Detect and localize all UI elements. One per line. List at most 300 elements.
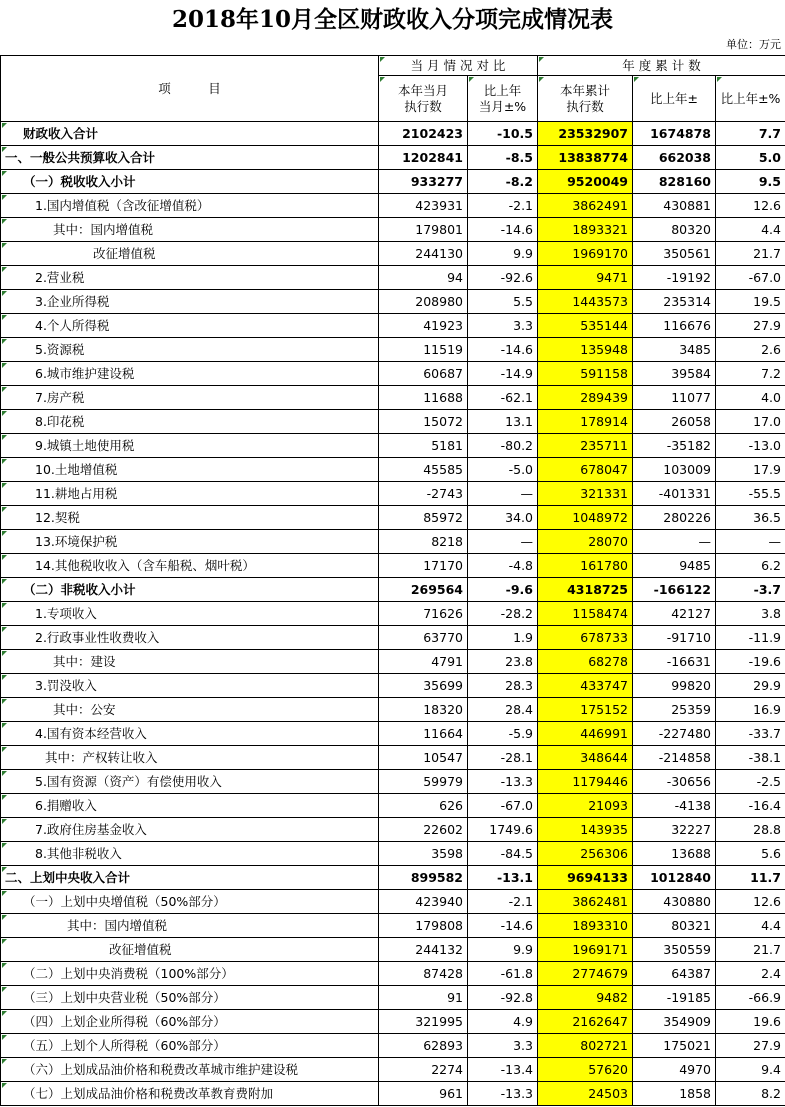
table-header [1, 56, 785, 122]
table-row [1, 554, 785, 578]
year-diff-cell: 39584 [633, 362, 716, 386]
month-exec-cell: 11688 [379, 386, 468, 410]
year-exec-cell: 135948 [538, 338, 633, 362]
row-label-cell [1, 530, 379, 554]
month-yoy-cell: -13.1 [468, 866, 538, 890]
cell-marker [2, 963, 7, 968]
year-pct-cell: -38.1 [716, 746, 785, 770]
row-label: 6.城市维护建设税 [35, 366, 135, 381]
header-year-diff-label: 比上年± [650, 90, 698, 106]
row-label: 7.房产税 [35, 390, 85, 405]
header-group-year-label: 年 度 累 计 数 [622, 57, 701, 73]
year-exec-cell: 678733 [538, 626, 633, 650]
row-label-cell [1, 410, 379, 434]
cell-marker [2, 1011, 7, 1016]
month-yoy-cell: -8.5 [468, 146, 538, 170]
cell-marker [2, 195, 7, 200]
month-exec-cell: 5181 [379, 434, 468, 458]
year-pct-cell: 2.4 [716, 962, 785, 986]
year-pct-cell: 11.7 [716, 866, 785, 890]
cell-marker [2, 291, 7, 296]
month-exec-cell: 3598 [379, 842, 468, 866]
cell-marker [2, 1083, 7, 1088]
month-exec-cell: 961 [379, 1082, 468, 1106]
row-label-cell [1, 746, 379, 770]
year-exec-cell: 535144 [538, 314, 633, 338]
year-exec-cell: 9520049 [538, 170, 633, 194]
header-item: 项 目 [1, 56, 379, 122]
year-pct-cell: 27.9 [716, 314, 785, 338]
year-pct-cell: 16.9 [716, 698, 785, 722]
month-yoy-cell: -80.2 [468, 434, 538, 458]
row-label-cell [1, 338, 379, 362]
year-pct-cell: 17.9 [716, 458, 785, 482]
table-row [1, 362, 785, 386]
table-row [1, 698, 785, 722]
year-diff-cell: 80321 [633, 914, 716, 938]
row-label-cell [1, 482, 379, 506]
cell-marker [380, 57, 385, 62]
table-body [1, 122, 785, 1106]
table-row [1, 194, 785, 218]
table-row [1, 242, 785, 266]
table-row [1, 338, 785, 362]
unit-label: 单位：万元 [726, 38, 781, 51]
month-exec-cell: 62893 [379, 1034, 468, 1058]
table-row [1, 842, 785, 866]
month-yoy-cell: -14.6 [468, 338, 538, 362]
year-pct-cell: — [716, 530, 785, 554]
row-label-cell [1, 146, 379, 170]
row-label-cell [1, 242, 379, 266]
row-label: 财政收入合计 [23, 126, 99, 141]
year-pct-cell: 19.5 [716, 290, 785, 314]
cell-marker [2, 555, 7, 560]
year-diff-cell: -16631 [633, 650, 716, 674]
cell-marker [469, 77, 474, 82]
year-diff-cell: 175021 [633, 1034, 716, 1058]
row-label-cell [1, 698, 379, 722]
cell-marker [2, 939, 7, 944]
year-diff-cell: 116676 [633, 314, 716, 338]
year-pct-cell: -2.5 [716, 770, 785, 794]
header-group-month-label: 当 月 情 况 对 比 [410, 57, 506, 73]
table-row [1, 266, 785, 290]
row-label: 6.捐赠收入 [35, 798, 97, 813]
year-pct-cell: 19.6 [716, 1010, 785, 1034]
year-exec-cell: 1969170 [538, 242, 633, 266]
year-pct-cell: 2.6 [716, 338, 785, 362]
month-exec-cell: 8218 [379, 530, 468, 554]
row-label: 5.资源税 [35, 342, 85, 357]
month-exec-cell: 41923 [379, 314, 468, 338]
month-yoy-cell: 3.3 [468, 314, 538, 338]
month-yoy-cell: 1749.6 [468, 818, 538, 842]
row-label-cell [1, 818, 379, 842]
row-label-cell [1, 122, 379, 146]
month-yoy-cell: -92.6 [468, 266, 538, 290]
row-label: 10.土地增值税 [35, 462, 118, 477]
month-exec-cell: 22602 [379, 818, 468, 842]
year-exec-cell: 348644 [538, 746, 633, 770]
cell-marker [2, 171, 7, 176]
month-yoy-cell: 28.4 [468, 698, 538, 722]
year-diff-cell: 9485 [633, 554, 716, 578]
year-exec-cell: 1158474 [538, 602, 633, 626]
header-year-pct-label: 比上年±% [720, 90, 781, 106]
year-diff-cell: 80320 [633, 218, 716, 242]
table-row [1, 866, 785, 890]
table-row [1, 746, 785, 770]
year-diff-cell: 350559 [633, 938, 716, 962]
month-exec-cell: 4791 [379, 650, 468, 674]
month-yoy-cell: 28.3 [468, 674, 538, 698]
row-label-cell [1, 674, 379, 698]
year-exec-cell: 1048972 [538, 506, 633, 530]
row-label: 9.城镇土地使用税 [35, 438, 135, 453]
year-exec-cell: 68278 [538, 650, 633, 674]
year-exec-cell: 678047 [538, 458, 633, 482]
cell-marker [2, 531, 7, 536]
year-pct-cell: 21.7 [716, 938, 785, 962]
header-year-exec-line1: 本年累计 [559, 82, 610, 98]
year-pct-cell: 9.4 [716, 1058, 785, 1082]
row-label-cell [1, 362, 379, 386]
cell-marker [2, 1035, 7, 1040]
year-exec-cell: 21093 [538, 794, 633, 818]
month-yoy-cell: 9.9 [468, 242, 538, 266]
row-label: 一、一般公共预算收入合计 [5, 150, 156, 165]
month-exec-cell: 423940 [379, 890, 468, 914]
row-label-cell [1, 866, 379, 890]
row-label: 其中：产权转让收入 [45, 750, 158, 765]
month-exec-cell: 208980 [379, 290, 468, 314]
month-yoy-cell: -10.5 [468, 122, 538, 146]
header-group-year [538, 56, 785, 76]
year-pct-cell: 17.0 [716, 410, 785, 434]
year-diff-cell: 11077 [633, 386, 716, 410]
month-yoy-cell: -28.1 [468, 746, 538, 770]
row-label-cell [1, 1034, 379, 1058]
cell-marker [2, 723, 7, 728]
table-row [1, 722, 785, 746]
row-label-cell [1, 458, 379, 482]
cell-marker [2, 627, 7, 632]
year-diff-cell: -401331 [633, 482, 716, 506]
row-label: （一）税收收入小计 [23, 174, 136, 189]
month-exec-cell: 179808 [379, 914, 468, 938]
row-label-cell [1, 602, 379, 626]
cell-marker [2, 603, 7, 608]
row-label-cell [1, 794, 379, 818]
year-diff-cell: 4970 [633, 1058, 716, 1082]
year-exec-cell: 3862491 [538, 194, 633, 218]
table-row [1, 1010, 785, 1034]
year-diff-cell: 103009 [633, 458, 716, 482]
row-label-cell [1, 986, 379, 1010]
table-row [1, 818, 785, 842]
month-yoy-cell: 5.5 [468, 290, 538, 314]
row-label: 其中：国内增值税 [53, 222, 154, 237]
month-exec-cell: 179801 [379, 218, 468, 242]
row-label: （四）上划企业所得税（60%部分） [23, 1014, 226, 1029]
table-row [1, 794, 785, 818]
cell-marker [2, 363, 7, 368]
row-label-cell [1, 218, 379, 242]
row-label: 3.罚没收入 [35, 678, 97, 693]
row-label: 13.环境保护税 [35, 534, 118, 549]
cell-marker [2, 843, 7, 848]
year-diff-cell: 235314 [633, 290, 716, 314]
year-exec-cell: 24503 [538, 1082, 633, 1106]
month-yoy-cell: -5.9 [468, 722, 538, 746]
month-yoy-cell: 3.3 [468, 1034, 538, 1058]
table-row [1, 314, 785, 338]
cell-marker [2, 699, 7, 704]
year-exec-cell: 235711 [538, 434, 633, 458]
cell-marker [2, 483, 7, 488]
row-label: （五）上划个人所得税（60%部分） [23, 1038, 226, 1053]
month-yoy-cell: -2.1 [468, 194, 538, 218]
row-label-cell [1, 650, 379, 674]
table-row [1, 218, 785, 242]
month-exec-cell: 244132 [379, 938, 468, 962]
year-pct-cell: -66.9 [716, 986, 785, 1010]
month-yoy-cell: 13.1 [468, 410, 538, 434]
row-label-cell [1, 578, 379, 602]
revenue-table [0, 55, 785, 1106]
month-exec-cell: 71626 [379, 602, 468, 626]
month-yoy-cell: 9.9 [468, 938, 538, 962]
table-row [1, 530, 785, 554]
year-pct-cell: 6.2 [716, 554, 785, 578]
year-exec-cell: 802721 [538, 1034, 633, 1058]
cell-marker [2, 219, 7, 224]
month-yoy-cell: -2.1 [468, 890, 538, 914]
cell-marker [717, 77, 722, 82]
year-pct-cell: 7.7 [716, 122, 785, 146]
year-pct-cell: -3.7 [716, 578, 785, 602]
cell-marker [2, 891, 7, 896]
year-diff-cell: 350561 [633, 242, 716, 266]
cell-marker [2, 795, 7, 800]
table-row [1, 434, 785, 458]
month-exec-cell: 17170 [379, 554, 468, 578]
year-diff-cell: 32227 [633, 818, 716, 842]
year-exec-cell: 591158 [538, 362, 633, 386]
year-exec-cell: 9482 [538, 986, 633, 1010]
header-year-diff [633, 76, 716, 122]
year-exec-cell: 178914 [538, 410, 633, 434]
row-label: 8.其他非税收入 [35, 846, 122, 861]
year-pct-cell: 3.8 [716, 602, 785, 626]
month-yoy-cell: -67.0 [468, 794, 538, 818]
month-yoy-cell: -14.6 [468, 914, 538, 938]
month-exec-cell: 59979 [379, 770, 468, 794]
cell-marker [2, 243, 7, 248]
row-label-cell [1, 386, 379, 410]
table-row [1, 914, 785, 938]
year-pct-cell: 4.0 [716, 386, 785, 410]
month-yoy-cell: -4.8 [468, 554, 538, 578]
month-yoy-cell: — [468, 482, 538, 506]
row-label: 1.专项收入 [35, 606, 97, 621]
year-diff-cell: -19192 [633, 266, 716, 290]
month-yoy-cell: 1.9 [468, 626, 538, 650]
row-label-cell [1, 938, 379, 962]
month-yoy-cell: -84.5 [468, 842, 538, 866]
year-exec-cell: 2774679 [538, 962, 633, 986]
cell-marker [2, 747, 7, 752]
year-pct-cell: 8.2 [716, 1082, 785, 1106]
month-yoy-cell: -13.3 [468, 1082, 538, 1106]
year-diff-cell: 26058 [633, 410, 716, 434]
cell-marker [2, 1059, 7, 1064]
table-row [1, 290, 785, 314]
year-exec-cell: 57620 [538, 1058, 633, 1082]
year-exec-cell: 1893310 [538, 914, 633, 938]
month-exec-cell: 91 [379, 986, 468, 1010]
header-year-pct [716, 76, 785, 122]
year-pct-cell: 21.7 [716, 242, 785, 266]
month-yoy-cell: -8.2 [468, 170, 538, 194]
year-diff-cell: 430881 [633, 194, 716, 218]
cell-marker [380, 77, 385, 82]
row-label-cell [1, 266, 379, 290]
year-pct-cell: -67.0 [716, 266, 785, 290]
row-label: 改征增值税 [93, 246, 156, 261]
year-pct-cell: 12.6 [716, 890, 785, 914]
month-yoy-cell: -9.6 [468, 578, 538, 602]
year-diff-cell: 64387 [633, 962, 716, 986]
year-diff-cell: -227480 [633, 722, 716, 746]
year-pct-cell: 5.6 [716, 842, 785, 866]
year-diff-cell: 430880 [633, 890, 716, 914]
year-exec-cell: 3862481 [538, 890, 633, 914]
row-label-cell [1, 314, 379, 338]
row-label: （二）非税收入小计 [23, 582, 136, 597]
row-label: 14.其他税收收入（含车船税、烟叶税） [35, 558, 255, 573]
cell-marker [2, 339, 7, 344]
year-exec-cell: 143935 [538, 818, 633, 842]
cell-marker [2, 435, 7, 440]
table-row [1, 1082, 785, 1106]
header-year-exec [538, 76, 633, 122]
year-pct-cell: 28.8 [716, 818, 785, 842]
year-exec-cell: 446991 [538, 722, 633, 746]
year-diff-cell: -19185 [633, 986, 716, 1010]
table-row [1, 602, 785, 626]
table-row [1, 386, 785, 410]
year-pct-cell: -33.7 [716, 722, 785, 746]
year-diff-cell: 354909 [633, 1010, 716, 1034]
row-label-cell [1, 842, 379, 866]
year-pct-cell: 5.0 [716, 146, 785, 170]
year-diff-cell: -30656 [633, 770, 716, 794]
year-pct-cell: 4.4 [716, 218, 785, 242]
year-pct-cell: -13.0 [716, 434, 785, 458]
month-yoy-cell: -61.8 [468, 962, 538, 986]
cell-marker [2, 819, 7, 824]
table-row [1, 986, 785, 1010]
row-label: 7.政府住房基金收入 [35, 822, 147, 837]
year-diff-cell: 1858 [633, 1082, 716, 1106]
cell-marker [2, 867, 7, 872]
row-label: 2.行政事业性收费收入 [35, 630, 160, 645]
month-exec-cell: 11664 [379, 722, 468, 746]
row-label: （七）上划成品油价格和税费改革教育费附加 [23, 1086, 274, 1101]
month-exec-cell: 94 [379, 266, 468, 290]
year-pct-cell: 36.5 [716, 506, 785, 530]
month-exec-cell: 269564 [379, 578, 468, 602]
cell-marker [2, 459, 7, 464]
month-exec-cell: 18320 [379, 698, 468, 722]
year-pct-cell: 7.2 [716, 362, 785, 386]
table-row [1, 1034, 785, 1058]
row-label: 改征增值税 [109, 942, 172, 957]
row-label: 3.企业所得税 [35, 294, 110, 309]
year-exec-cell: 161780 [538, 554, 633, 578]
year-pct-cell: 27.9 [716, 1034, 785, 1058]
year-pct-cell: 4.4 [716, 914, 785, 938]
table-row [1, 578, 785, 602]
month-exec-cell: 244130 [379, 242, 468, 266]
row-label-cell [1, 770, 379, 794]
month-yoy-cell: -14.6 [468, 218, 538, 242]
year-pct-cell: -16.4 [716, 794, 785, 818]
month-exec-cell: 2274 [379, 1058, 468, 1082]
cell-marker [2, 579, 7, 584]
year-diff-cell: — [633, 530, 716, 554]
table-row [1, 122, 785, 146]
row-label: 8.印花税 [35, 414, 85, 429]
year-exec-cell: 1969171 [538, 938, 633, 962]
table-row [1, 770, 785, 794]
year-exec-cell: 321331 [538, 482, 633, 506]
row-label: 其中：建设 [53, 654, 116, 669]
row-label-cell [1, 1082, 379, 1106]
header-month-exec [379, 76, 468, 122]
year-pct-cell: 29.9 [716, 674, 785, 698]
cell-marker [2, 267, 7, 272]
row-label: 11.耕地占用税 [35, 486, 118, 501]
header-month-yoy [468, 76, 538, 122]
year-exec-cell: 1893321 [538, 218, 633, 242]
cell-marker [2, 507, 7, 512]
row-label: 2.营业税 [35, 270, 85, 285]
row-label-cell [1, 1010, 379, 1034]
month-yoy-cell: -13.4 [468, 1058, 538, 1082]
row-label: （三）上划中央营业税（50%部分） [23, 990, 226, 1005]
year-exec-cell: 289439 [538, 386, 633, 410]
row-label-cell [1, 506, 379, 530]
cell-marker [2, 411, 7, 416]
year-diff-cell: 662038 [633, 146, 716, 170]
month-exec-cell: 2102423 [379, 122, 468, 146]
table-row [1, 482, 785, 506]
cell-marker [2, 123, 7, 128]
row-label-cell [1, 890, 379, 914]
year-pct-cell: -11.9 [716, 626, 785, 650]
year-exec-cell: 23532907 [538, 122, 633, 146]
cell-marker [539, 57, 544, 62]
month-exec-cell: 423931 [379, 194, 468, 218]
row-label-cell [1, 290, 379, 314]
year-diff-cell: 280226 [633, 506, 716, 530]
cell-marker [2, 771, 7, 776]
page-title: 2018年10月全区财政收入分项完成情况表 [171, 6, 614, 33]
year-diff-cell: 3485 [633, 338, 716, 362]
